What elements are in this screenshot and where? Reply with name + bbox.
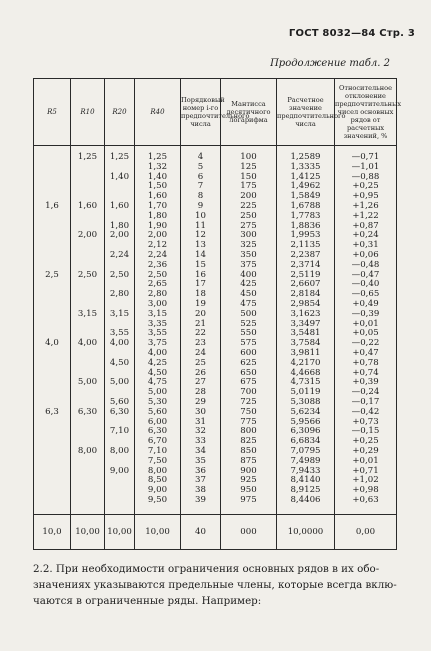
cell-calc: 2,5119 (290, 269, 321, 280)
cell-num: 31 (195, 416, 206, 427)
cell-calc: 1,3335 (290, 161, 321, 172)
cell-r20: 2,80 (109, 289, 130, 300)
cell-r20: 7,10 (109, 426, 130, 437)
cell-calc: 8,4406 (290, 494, 321, 505)
cell-r10: 3,15 (77, 308, 98, 319)
cell-calc: 7,9433 (290, 465, 321, 476)
cell-r10: 2,00 (77, 230, 98, 241)
cell-r40: 1,32 (147, 161, 168, 172)
cell-mant: 375 (240, 259, 257, 270)
cell-r40: 4,50 (147, 367, 168, 378)
cell-r10 (71, 476, 104, 486)
cell-calc: 8,9125 (290, 485, 321, 496)
cell-dev: +0,95 (352, 191, 379, 202)
cell-r40: 8,00 (147, 465, 168, 476)
cell-calc: 3,9811 (290, 347, 321, 358)
cell-mant: 550 (240, 328, 257, 339)
cell-r40: 2,00 (147, 230, 168, 241)
cell-num: 22 (195, 328, 206, 339)
paragraph-line: значениях указываются предельные члены, которые всегда вклю- (33, 579, 397, 591)
cell-num: 32 (195, 426, 206, 437)
cell-mant: 175 (240, 181, 257, 192)
cell-mant: 100 (240, 152, 257, 162)
cell-r5 (34, 280, 70, 290)
cell-r5 (34, 369, 70, 379)
cell-r20: 9,00 (109, 465, 130, 476)
cell-r40: 2,36 (147, 259, 168, 270)
cell-r40: 5,60 (147, 406, 168, 417)
cell-calc: 2,8184 (290, 289, 321, 300)
cell-r40: 1,60 (147, 191, 168, 202)
cell-mant: 350 (240, 249, 257, 260)
paragraph-line: чаются в ограниченные ряды. Например: (33, 595, 262, 607)
final-cell: 10,00 (105, 514, 135, 549)
cell-calc: 1,4125 (290, 171, 321, 182)
cell-r10: 8,00 (77, 445, 98, 456)
cell-r40: 7,10 (147, 445, 168, 456)
cell-dev: —0,17 (351, 396, 380, 407)
cell-r10 (71, 349, 104, 359)
cell-num: 24 (195, 347, 206, 358)
cell-r5 (34, 241, 70, 251)
cell-num: 19 (195, 298, 206, 309)
cell-r40: 5,00 (147, 387, 168, 398)
cell-r10 (71, 418, 104, 428)
cell-dev: +0,73 (352, 416, 379, 427)
cell-dev: +0,25 (352, 436, 379, 447)
cell-dev: +0,25 (352, 181, 379, 192)
cell-dev: +1,22 (352, 210, 379, 221)
cell-mant: 975 (240, 494, 257, 505)
cell-mant: 600 (240, 347, 257, 358)
cell-dev: —0,47 (351, 269, 380, 280)
cell-calc: 2,1135 (290, 240, 321, 251)
cell-calc: 2,3714 (290, 259, 321, 270)
cell-num: 39 (195, 494, 206, 505)
cell-r5 (34, 427, 70, 437)
cell-dev: +0,05 (352, 328, 379, 339)
column-r10 (71, 146, 105, 515)
cell-r5 (34, 437, 70, 447)
cell-r40: 3,35 (147, 318, 168, 329)
cell-r10 (71, 212, 104, 222)
cell-r5 (34, 153, 70, 163)
cell-r5: 4,0 (45, 338, 59, 349)
cell-r10 (71, 320, 104, 330)
cell-r10 (71, 290, 104, 300)
cell-calc: 7,0795 (290, 445, 321, 456)
cell-r40: 3,15 (147, 308, 168, 319)
cell-mant: 800 (240, 426, 257, 437)
cell-dev: —0,71 (351, 152, 380, 162)
cell-r40: 4,75 (147, 377, 168, 388)
cell-r5 (34, 182, 70, 192)
cell-dev: +0,01 (352, 455, 379, 466)
cell-dev: +0,63 (352, 494, 379, 505)
cell-num: 29 (195, 396, 206, 407)
cell-mant: 675 (240, 377, 257, 388)
cell-mant: 750 (240, 406, 257, 417)
cell-calc: 4,7315 (290, 377, 321, 388)
cell-calc: 6,6834 (290, 436, 321, 447)
cell-dev: —0,42 (351, 406, 380, 417)
cell-r5 (34, 320, 70, 330)
cell-r10 (71, 427, 104, 437)
cell-dev: +0,74 (352, 367, 379, 378)
cell-calc: 6,3096 (290, 426, 321, 437)
cell-r5 (34, 496, 70, 506)
cell-r40: 2,65 (147, 279, 168, 290)
column-calculated (277, 146, 335, 515)
page-header: ГОСТ 8032—84 Стр. 3 (288, 28, 415, 39)
cell-r5 (34, 378, 70, 388)
cell-calc: 1,8836 (290, 220, 321, 231)
cell-mant: 575 (240, 338, 257, 349)
cell-r20: 3,55 (109, 328, 130, 339)
cell-dev: +0,49 (352, 298, 379, 309)
cell-r10 (71, 457, 104, 467)
cell-num: 10 (195, 210, 206, 221)
cell-r5: 6,3 (45, 406, 59, 417)
cell-mant: 950 (240, 485, 257, 496)
cell-r20: 1,60 (109, 200, 130, 211)
cell-r5: 2,5 (45, 269, 59, 280)
cell-mant: 925 (240, 475, 257, 486)
cell-dev: +0,47 (352, 347, 379, 358)
cell-mant: 150 (240, 171, 257, 182)
cell-mant: 825 (240, 436, 257, 447)
cell-mant: 300 (240, 230, 257, 241)
header-deviation: Относительное отклонение предпочтительных чисел основных рядов от расчетных значений, % (335, 79, 397, 146)
cell-dev: +0,01 (352, 318, 379, 329)
cell-dev: +0,29 (352, 445, 379, 456)
cell-r20: 8,00 (109, 445, 130, 456)
cell-dev: +0,39 (352, 377, 379, 388)
cell-r20: 1,25 (109, 152, 130, 162)
cell-r40: 1,25 (147, 152, 168, 162)
cell-num: 23 (195, 338, 206, 349)
cell-r10 (71, 280, 104, 290)
preferred-numbers-table (33, 78, 402, 550)
cell-r10 (71, 173, 104, 183)
final-cell: 10,00 (135, 514, 181, 549)
cell-r40: 7,50 (147, 455, 168, 466)
cell-num: 26 (195, 367, 206, 378)
cell-num: 30 (195, 406, 206, 417)
cell-dev: —0,48 (351, 259, 380, 270)
cell-r40: 3,75 (147, 338, 168, 349)
cell-num: 11 (195, 220, 206, 231)
cell-calc: 8,4140 (290, 475, 321, 486)
cell-r40: 2,50 (147, 269, 168, 280)
cell-calc: 5,0119 (290, 387, 321, 398)
cell-r40: 4,25 (147, 357, 168, 368)
cell-num: 21 (195, 318, 206, 329)
cell-r5 (34, 349, 70, 359)
cell-r20 (105, 496, 134, 506)
cell-dev: +1,02 (352, 475, 379, 486)
header-r40: R40 (135, 79, 181, 146)
cell-num: 5 (197, 161, 204, 172)
cell-r10: 6,30 (77, 406, 98, 417)
cell-r40: 2,12 (147, 240, 168, 251)
cell-num: 38 (195, 485, 206, 496)
column-ordinal (181, 146, 221, 515)
cell-num: 4 (197, 152, 204, 162)
final-cell: 0,00 (335, 514, 397, 549)
cell-dev: +0,06 (352, 249, 379, 260)
cell-num: 12 (195, 230, 206, 241)
cell-r20: 4,50 (109, 357, 130, 368)
paragraph-line: 2.2. При необходимости ограничения основных рядов в их обо- (33, 563, 380, 575)
cell-r40: 6,70 (147, 436, 168, 447)
paragraph-2-2 (33, 561, 401, 609)
cell-num: 28 (195, 387, 206, 398)
cell-r20: 2,24 (109, 249, 130, 260)
cell-calc: 2,6607 (290, 279, 321, 290)
header-r20: R20 (105, 79, 135, 146)
cell-num: 16 (195, 269, 206, 280)
cell-mant: 475 (240, 298, 257, 309)
cell-r40: 1,70 (147, 200, 168, 211)
cell-calc: 4,2170 (290, 357, 321, 368)
cell-calc: 3,7584 (290, 338, 321, 349)
cell-num: 6 (197, 171, 204, 182)
cell-mant: 125 (240, 161, 257, 172)
header-r5: R5 (34, 79, 71, 146)
cell-r5 (34, 388, 70, 398)
cell-r10: 2,50 (77, 269, 98, 280)
cell-r5 (34, 359, 70, 369)
cell-r40: 1,50 (147, 181, 168, 192)
cell-r5 (34, 476, 70, 486)
cell-r5 (34, 300, 70, 310)
cell-r10 (71, 359, 104, 369)
cell-calc: 1,7783 (290, 210, 321, 221)
cell-dev: —1,01 (351, 161, 380, 172)
cell-mant: 500 (240, 308, 257, 319)
cell-num: 37 (195, 475, 206, 486)
cell-dev: +0,98 (352, 485, 379, 496)
cell-mant: 275 (240, 220, 257, 231)
cell-r5 (34, 447, 70, 457)
cell-dev: —0,15 (351, 426, 380, 437)
cell-mant: 225 (240, 200, 257, 211)
cell-r20 (105, 476, 134, 486)
cell-num: 34 (195, 445, 206, 456)
header-calculated: Расчетное значение предпочтительного числа (277, 79, 335, 146)
cell-r5 (34, 467, 70, 477)
cell-calc: 1,4962 (290, 181, 321, 192)
cell-dev: +0,71 (352, 465, 379, 476)
cell-dev: —0,39 (351, 308, 380, 319)
cell-calc: 1,5849 (290, 191, 321, 202)
final-cell: 10,00 (71, 514, 105, 549)
cell-calc: 1,2589 (290, 152, 321, 162)
cell-r5 (34, 457, 70, 467)
cell-calc: 2,2387 (290, 249, 321, 260)
cell-num: 8 (197, 191, 204, 202)
final-cell: 10,0000 (277, 514, 335, 549)
column-mantissa (221, 146, 277, 515)
cell-r5 (34, 251, 70, 261)
cell-r5 (34, 222, 70, 232)
cell-r40: 1,90 (147, 220, 168, 231)
cell-r40: 9,50 (147, 494, 168, 505)
cell-calc: 5,9566 (290, 416, 321, 427)
cell-dev: +1,26 (352, 200, 379, 211)
cell-r10 (71, 163, 104, 173)
cell-r10 (71, 241, 104, 251)
cell-r20: 4,00 (109, 338, 130, 349)
cell-r20: 1,80 (109, 220, 130, 231)
cell-num: 20 (195, 308, 206, 319)
cell-mant: 625 (240, 357, 257, 368)
table-caption: Продолжение табл. 2 (270, 58, 390, 69)
final-cell: 000 (221, 514, 277, 549)
cell-dev: +0,24 (352, 230, 379, 241)
cell-r40: 5,30 (147, 396, 168, 407)
cell-num: 7 (197, 181, 204, 192)
cell-mant: 850 (240, 445, 257, 456)
cell-num: 25 (195, 357, 206, 368)
cell-mant: 900 (240, 465, 257, 476)
cell-mant: 425 (240, 279, 257, 290)
cell-num: 14 (195, 249, 206, 260)
cell-mant: 250 (240, 210, 257, 221)
cell-dev: —0,24 (351, 387, 380, 398)
column-deviation (335, 146, 397, 515)
cell-dev: +0,87 (352, 220, 379, 231)
table-final-row (34, 514, 397, 549)
cell-r10 (71, 467, 104, 477)
cell-r10: 5,00 (77, 377, 98, 388)
cell-r10 (71, 251, 104, 261)
cell-r20: 3,15 (109, 308, 130, 319)
cell-dev: +0,78 (352, 357, 379, 368)
cell-calc: 5,6234 (290, 406, 321, 417)
column-r5 (34, 146, 71, 515)
column-r20 (105, 146, 135, 515)
final-cell: 10,0 (34, 514, 71, 549)
cell-r10 (71, 496, 104, 506)
cell-r10 (71, 388, 104, 398)
cell-calc: 5,3088 (290, 396, 321, 407)
cell-r40: 1,80 (147, 210, 168, 221)
cell-mant: 200 (240, 191, 257, 202)
cell-r20: 5,00 (109, 377, 130, 388)
cell-calc: 3,1623 (290, 308, 321, 319)
cell-calc: 2,9854 (290, 298, 321, 309)
cell-mant: 725 (240, 396, 257, 407)
cell-num: 15 (195, 259, 206, 270)
cell-calc: 3,5481 (290, 328, 321, 339)
cell-num: 35 (195, 455, 206, 466)
final-cell: 40 (181, 514, 221, 549)
cell-num: 17 (195, 279, 206, 290)
cell-num: 36 (195, 465, 206, 476)
cell-mant: 775 (240, 416, 257, 427)
header-r10: R10 (71, 79, 105, 146)
cell-num: 18 (195, 289, 206, 300)
cell-r40: 1,40 (147, 171, 168, 182)
cell-r20 (105, 182, 134, 192)
cell-r20: 2,50 (109, 269, 130, 280)
cell-calc: 1,6788 (290, 200, 321, 211)
cell-r20: 6,30 (109, 406, 130, 417)
cell-num: 33 (195, 436, 206, 447)
cell-r5 (34, 231, 70, 241)
cell-r40: 3,55 (147, 328, 168, 339)
cell-num: 27 (195, 377, 206, 388)
cell-calc: 1,9953 (290, 230, 321, 241)
cell-dev: —0,40 (351, 279, 380, 290)
cell-r5 (34, 310, 70, 320)
cell-r40: 9,00 (147, 485, 168, 496)
column-r40 (135, 146, 181, 515)
cell-r10 (71, 182, 104, 192)
cell-r5: 1,6 (45, 200, 59, 211)
cell-dev: —0,65 (351, 289, 380, 300)
cell-r10: 1,25 (77, 152, 98, 162)
cell-r40: 6,30 (147, 426, 168, 437)
cell-mant: 700 (240, 387, 257, 398)
cell-r20 (105, 486, 134, 496)
header-ordinal: Порядковый номер i-го предпочтительного числа (181, 79, 221, 146)
cell-r40: 8,50 (147, 475, 168, 486)
cell-r40: 3,00 (147, 298, 168, 309)
cell-r40: 2,24 (147, 249, 168, 260)
cell-mant: 875 (240, 455, 257, 466)
cell-r5 (34, 173, 70, 183)
cell-calc: 7,4989 (290, 455, 321, 466)
cell-r20: 5,60 (109, 396, 130, 407)
cell-r20: 2,00 (109, 230, 130, 241)
cell-r40: 2,80 (147, 289, 168, 300)
cell-mant: 325 (240, 240, 257, 251)
cell-dev: —0,88 (351, 171, 380, 182)
cell-r5 (34, 486, 70, 496)
cell-r40: 6,00 (147, 416, 168, 427)
cell-num: 9 (197, 200, 204, 211)
cell-mant: 450 (240, 289, 257, 300)
cell-r10 (71, 486, 104, 496)
cell-r40: 4,00 (147, 347, 168, 358)
cell-mant: 525 (240, 318, 257, 329)
cell-mant: 650 (240, 367, 257, 378)
cell-calc: 3,3497 (290, 318, 321, 329)
cell-dev: —0,22 (351, 338, 380, 349)
cell-r5 (34, 290, 70, 300)
cell-r10: 4,00 (77, 338, 98, 349)
header-mantissa: Мантисса десятичного логарифма (221, 79, 277, 146)
cell-calc: 4,4668 (290, 367, 321, 378)
cell-num: 13 (195, 240, 206, 251)
cell-r10: 1,60 (77, 200, 98, 211)
cell-r20: 1,40 (109, 171, 130, 182)
cell-dev: +0,31 (352, 240, 379, 251)
cell-r5 (34, 212, 70, 222)
cell-r5 (34, 163, 70, 173)
cell-mant: 400 (240, 269, 257, 280)
cell-r5 (34, 418, 70, 428)
